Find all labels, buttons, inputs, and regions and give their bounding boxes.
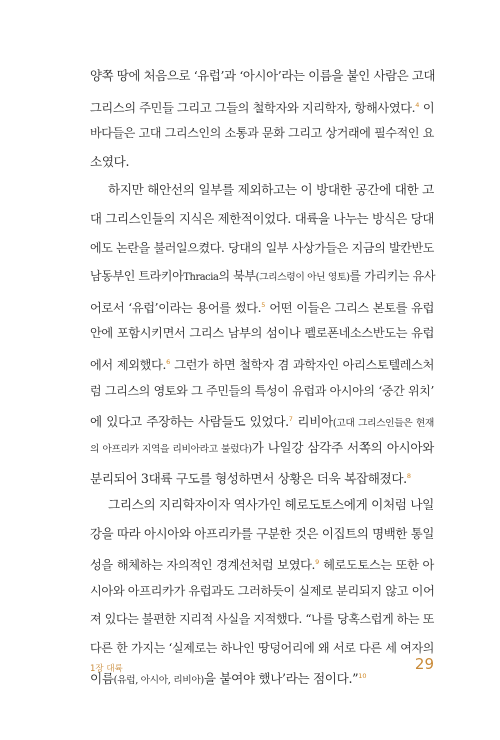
text-span: 어떤 이들은 그리스 본토를 유럽 [265, 300, 434, 315]
footnote-marker[interactable]: 4 [415, 100, 420, 109]
text-span: 분리되어 3대륙 구도를 형성하면서 상황은 더욱 복잡해졌다. [90, 471, 407, 487]
footnote-marker[interactable]: 6 [166, 357, 171, 366]
text-line: 양쪽 땅에 처음으로 ‘유럽’과 ‘아시아’라는 이름을 붙인 사람은 고대 [90, 68, 436, 83]
text-line [90, 405, 434, 434]
text-line: 바다들은 고대 그리스인의 소통과 문화 그리고 상거래에 필수적인 요 [90, 126, 434, 141]
text-span: 이 [419, 100, 435, 115]
text-line: 에도 논란을 불러일으켰다. 당대의 일부 사상가들은 지금의 발칸반도 [90, 240, 434, 255]
text-span: 에서 제외했다. [90, 357, 167, 372]
text-line: 안에 포함시키면서 그리스 남부의 섬이나 펠로폰네소스반도는 유럽 [90, 326, 434, 341]
text-line [90, 291, 434, 320]
text-span: 남동부인 트라키아 [90, 269, 184, 284]
inline-gloss: (고대 그리스인들은 현재 [332, 418, 434, 430]
text-span: 을 붙여야 했나’라는 점이다.” [203, 671, 359, 687]
text-span: 헤로도토스는 또한 아 [319, 558, 434, 573]
text-line [90, 434, 434, 463]
text-line: 럼 그리스의 영토와 그 주민들의 특성이 유럽과 아시아의 ‘중간 위치’ [90, 383, 434, 398]
text-span: 그런가 하면 철학자 겸 과학자인 아리스토텔레스처 [170, 357, 435, 372]
text-line: 소였다. [90, 153, 130, 169]
text-line: 시아와 아프리카가 유럽과도 그러하듯이 실제로 분리되지 않고 이어 [90, 583, 435, 598]
text-line [90, 91, 434, 120]
footnote-marker[interactable]: 10 [358, 672, 367, 681]
text-line: 그리스의 지리학자이자 역사가인 헤로도토스에게 이처럼 나일 [108, 496, 434, 512]
text-span: 를 가리키는 유사 [349, 269, 436, 284]
inline-gloss: Thracia [183, 272, 219, 284]
text-line: 대 그리스인들의 지식은 제한적이었다. 대륙을 나누는 방식은 당대 [90, 210, 434, 226]
footnote-marker[interactable]: 5 [261, 300, 266, 309]
text-span: 가 나일강 삼각주 서쪽의 아시아와 [251, 439, 434, 455]
text-span: 어로서 ‘유럽’이라는 용어를 썼다. [90, 300, 262, 315]
inline-gloss: (그리스령이 아닌 영토) [255, 272, 350, 284]
text-line: 하지만 해안선의 일부를 제외하고는 이 방대한 공간에 대한 고 [108, 182, 434, 198]
text-span: 그리스의 주민들 그리고 그들의 철학자와 지리학자, 항해사였다. [90, 100, 416, 115]
running-footer-chapter: 1장 대륙 [90, 664, 123, 674]
footnote-marker[interactable]: 8 [406, 472, 411, 481]
text-span: 에 있다고 주장하는 사람들도 있었다. [90, 414, 289, 430]
footnote-marker[interactable]: 7 [288, 415, 293, 424]
inline-gloss: 의 아프리카 지역을 리비아라고 불렀다) [90, 443, 252, 455]
text-span: 성을 해체하는 자의적인 경계선처럼 보였다. [90, 558, 316, 573]
page-number: 29 [414, 655, 434, 673]
text-line [90, 662, 434, 691]
body-text [90, 62, 434, 691]
text-line [90, 462, 434, 491]
text-line: 강을 따라 아시아와 아프리카를 구분한 것은 이집트의 명백한 통일 [90, 525, 434, 541]
text-line: 져 있다는 불편한 지리적 사실을 지적했다. “나를 당혹스럽게 하는 또 [90, 612, 434, 627]
inline-gloss: (유럽, 아시아, 리비아) [113, 675, 204, 687]
text-span: 리비아 [292, 414, 333, 430]
text-line [90, 262, 434, 291]
text-span: 이름 [90, 671, 114, 687]
footnote-marker[interactable]: 9 [315, 558, 320, 567]
text-line [90, 348, 434, 377]
text-line [90, 548, 434, 577]
text-line: 다른 한 가지는 ‘실제로는 하나인 땅덩어리에 왜 서로 다른 세 여자의 [90, 640, 434, 655]
text-span: 의 북부 [218, 269, 256, 284]
